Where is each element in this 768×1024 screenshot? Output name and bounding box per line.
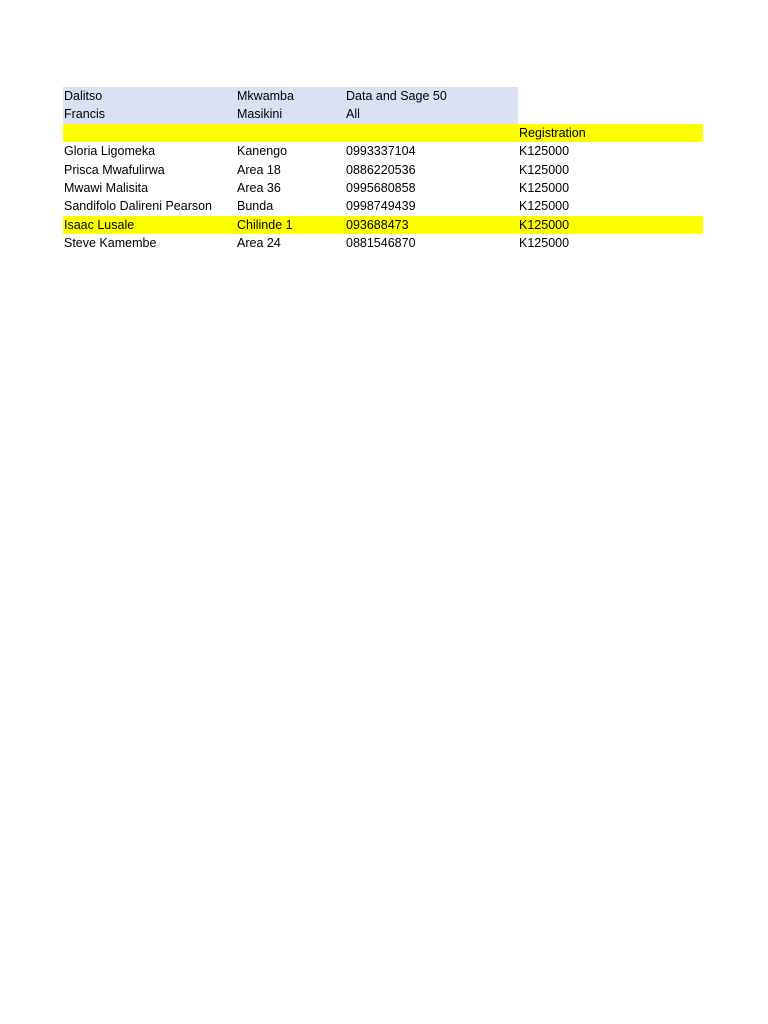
phone-cell: 0993337104 — [346, 144, 416, 159]
phone-cell: 093688473 — [346, 217, 409, 232]
name-cell: Gloria Ligomeka — [64, 144, 156, 159]
fee-cell: K125000 — [519, 180, 570, 195]
header-cell: Mkwamba — [236, 87, 345, 105]
phone-cell: 0886220536 — [346, 162, 416, 177]
header-row-1 — [63, 87, 703, 105]
table-row — [63, 234, 703, 252]
name-cell: Isaac Lusale — [64, 217, 135, 232]
header-cell: Dalitso — [63, 87, 236, 105]
header-cell: Data and Sage 50 — [345, 87, 518, 105]
registration-row — [63, 124, 703, 142]
area-cell: Kanengo — [237, 144, 288, 159]
name-cell: Prisca Mwafulirwa — [64, 162, 165, 177]
header-cell: Masikini — [236, 105, 345, 123]
fee-cell: K125000 — [519, 217, 570, 232]
fee-cell: K125000 — [519, 199, 570, 214]
registration-label: Registration — [519, 125, 586, 140]
spreadsheet — [63, 87, 703, 253]
fee-cell: K125000 — [519, 144, 570, 159]
phone-cell: 0998749439 — [346, 199, 416, 214]
header-cell: All — [345, 105, 518, 123]
phone-cell: 0995680858 — [346, 180, 416, 195]
name-cell: Sandifolo Dalireni Pearson — [64, 199, 213, 214]
table-row — [63, 142, 703, 160]
area-cell: Area 36 — [237, 180, 281, 195]
header-row-2 — [63, 105, 703, 123]
table-row — [63, 197, 703, 215]
fee-cell: K125000 — [519, 236, 570, 251]
header-cell: Francis — [63, 105, 236, 123]
area-cell: Area 24 — [237, 236, 281, 251]
area-cell: Chilinde 1 — [237, 217, 293, 232]
fee-cell: K125000 — [519, 162, 570, 177]
phone-cell: 0881546870 — [346, 236, 416, 251]
table-row — [63, 179, 703, 197]
name-cell: Steve Kamembe — [64, 236, 157, 251]
area-cell: Bunda — [237, 199, 274, 214]
name-cell: Mwawi Malisita — [64, 180, 149, 195]
table-row — [63, 161, 703, 179]
table-row — [63, 216, 703, 234]
area-cell: Area 18 — [237, 162, 281, 177]
